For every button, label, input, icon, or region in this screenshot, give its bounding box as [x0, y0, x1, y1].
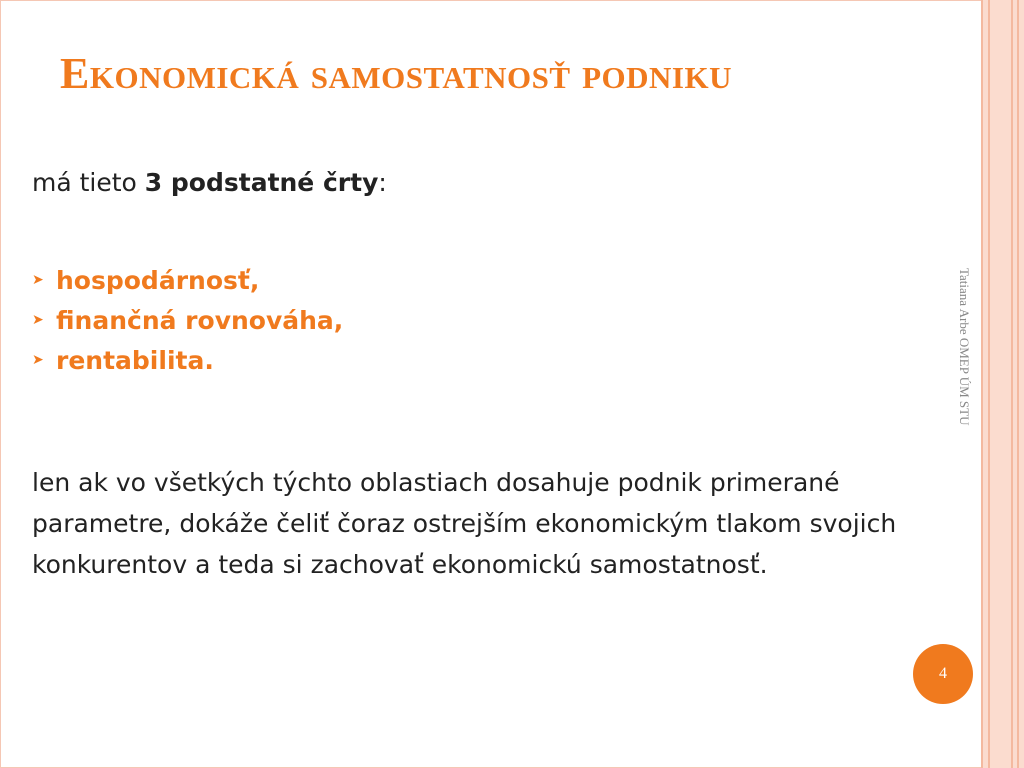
bullet-list: [32, 260, 343, 380]
intro-bold: 3 podstatné črty: [144, 168, 379, 197]
intro-line: [32, 168, 387, 197]
side-stripe: [1017, 0, 1019, 768]
slide-title: Ekonomická samostatnosť podniku: [60, 49, 732, 98]
arrow-bullet-icon: ➤: [32, 312, 44, 328]
bullet-label: hospodárnosť,: [56, 265, 260, 295]
side-stripe: [1011, 0, 1013, 768]
side-stripe: [981, 0, 983, 768]
arrow-bullet-icon: ➤: [32, 352, 44, 368]
bullet-label: finančná rovnováha,: [56, 305, 344, 335]
list-item: [32, 300, 343, 340]
page-number: 4: [939, 665, 947, 682]
page-number-badge: [913, 644, 973, 704]
author-note: Tatiana Arbe OMEP ÚM STU: [957, 268, 972, 426]
closing-paragraph: len ak vo všetkých týchto oblastiach dosahuje podnik primerané parametre, dokáže čeliť čoraz ostrejším ekonomickým tlakom svojich konkurentov a teda si zachovať ekonomickú samostatnosť.: [32, 468, 897, 579]
intro-prefix: má tieto: [32, 168, 145, 197]
list-item: [32, 260, 343, 300]
arrow-bullet-icon: ➤: [32, 272, 44, 288]
side-stripe: [988, 0, 990, 768]
intro-suffix: :: [378, 168, 387, 197]
list-item: [32, 340, 343, 380]
bullet-label: rentabilita.: [56, 345, 214, 375]
